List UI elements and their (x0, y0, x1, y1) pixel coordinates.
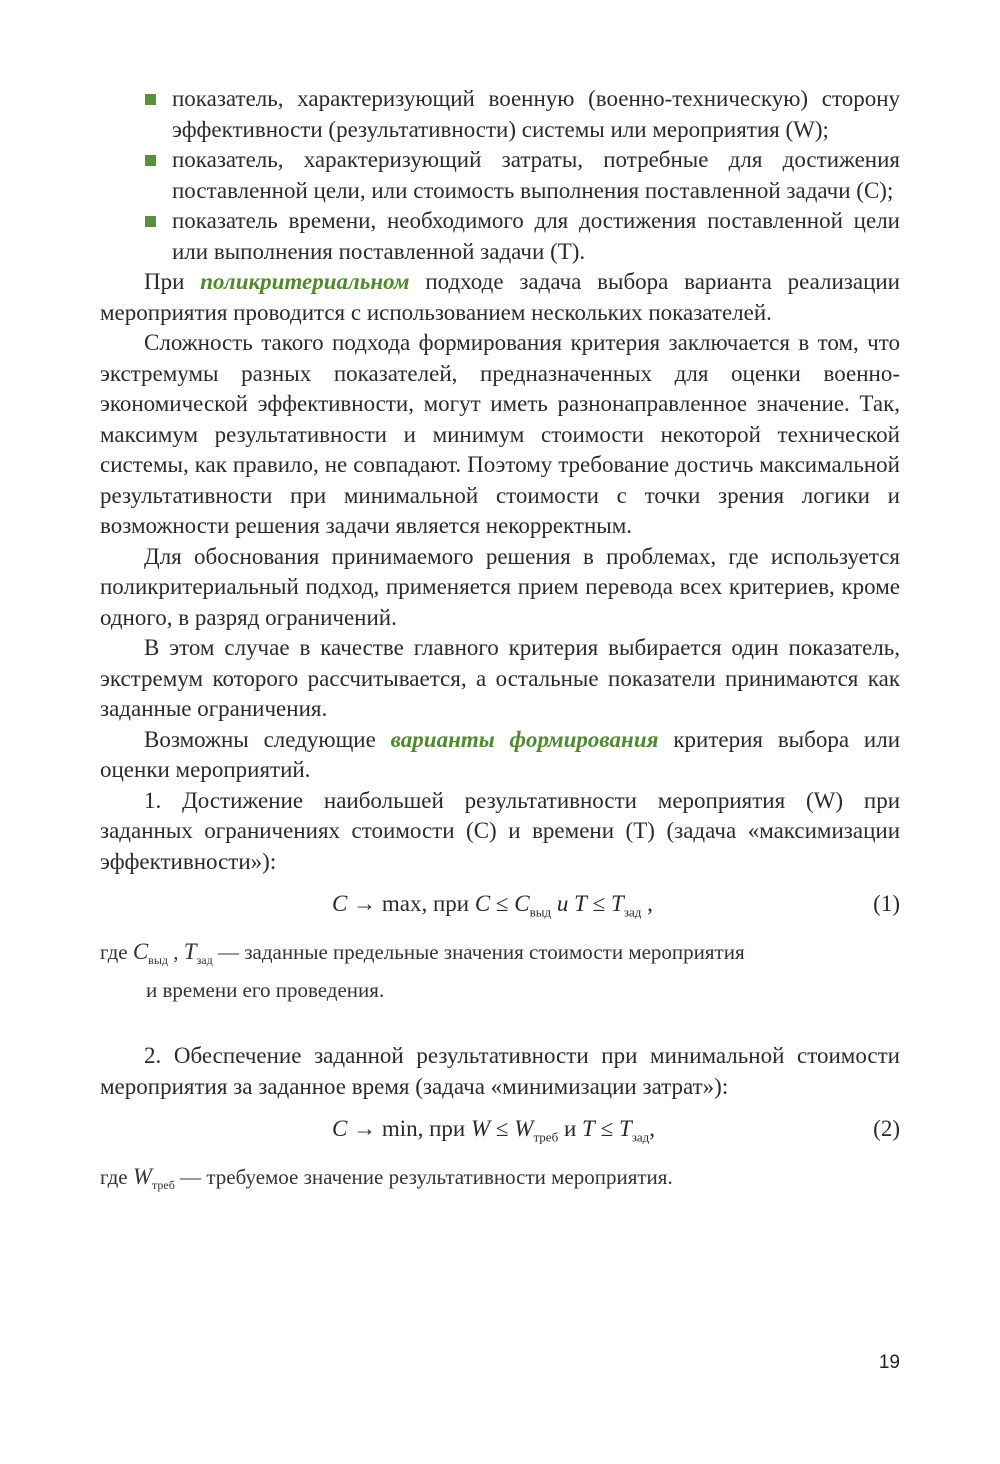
paragraph: Сложность такого подхода формирования критерия заключается в том, что экстремумы разных показателей, предназначенных для оценки военно-экономической эффективности, могут иметь разнонаправленное значение. Так, максимум результативности и минимум стоимости некоторой технической системы, как правило, не совпадают. Поэтому требование достичь максимальной результативности при минимальной стоимости с точки зрения логики и возможности решения задачи является некорректным. (100, 330, 900, 538)
formula-explanation: где $C_{выд}$ , $T_{зад}$ — заданные предельные значения стоимости мероприятия и времени его проведения. (100, 939, 745, 1003)
list-item (100, 206, 900, 267)
paragraph: 2. Обеспечение заданной результативности при минимальной стоимости мероприятия за заданное время (задача «минимизации затрат»): (100, 1043, 900, 1099)
formula-number: (2) (873, 1116, 900, 1142)
square-bullet-icon (145, 94, 156, 105)
paragraph: Возможны следующие варианты формирования критерия выбора или оценки мероприятий. (100, 726, 901, 782)
formula-expression: C → max, при $C \le C_{выд}$ и $T \le T_{зад}$ , (332, 891, 653, 920)
keyword-highlight: варианты формирования (390, 726, 659, 752)
formula-2 (100, 1102, 900, 1162)
formula-expression: C → min, при $W \le W_{треб}$ и $T \le T_{зад}$, (332, 1116, 656, 1145)
paragraph: При поликритериальном подходе задача выбора варианта реализации мероприятия проводится с использованием нескольких показателей. (100, 269, 900, 325)
formula-explanation: где $W_{треб}$ — требуемое значение результативности мероприятия. (100, 1164, 673, 1193)
list-item (100, 145, 900, 206)
list-item (100, 84, 900, 145)
square-bullet-icon (145, 155, 156, 166)
paragraph: 1. Достижение наибольшей результативности мероприятия (W) при заданных ограничениях стоимости (C) и времени (T) (задача «максимизации эффективности»): (100, 787, 900, 874)
list-item-text: показатель, характеризующий военную (военно-техническую) сторону эффективности (результативности) системы или мероприятия (W); (172, 86, 900, 142)
keyword-highlight: поликритериальном (200, 269, 410, 294)
list-item-text: показатель времени, необходимого для достижения поставленной цели или выполнения поставленной задачи (Т). (172, 208, 900, 264)
paragraph: В этом случае в качестве главного критерия выбирается один показатель, экстремум которого рассчитывается, а остальные показатели принимаются как заданные ограничения. (100, 635, 900, 721)
page-number: 19 (878, 1352, 900, 1373)
formula-1 (100, 877, 900, 937)
list-item-text: показатель, характеризующий затраты, потребные для достижения поставленной цели, или стоимость выполнения поставленной задачи (С); (172, 147, 900, 203)
bullet-list (100, 84, 900, 267)
page-body (100, 84, 900, 1200)
square-bullet-icon (145, 216, 156, 227)
paragraph: Для обоснования принимаемого решения в проблемах, где используется поликритериальный подход, применяется прием перевода всех критериев, кроме одного, в разряд ограничений. (100, 543, 900, 630)
formula-number: (1) (873, 891, 900, 916)
